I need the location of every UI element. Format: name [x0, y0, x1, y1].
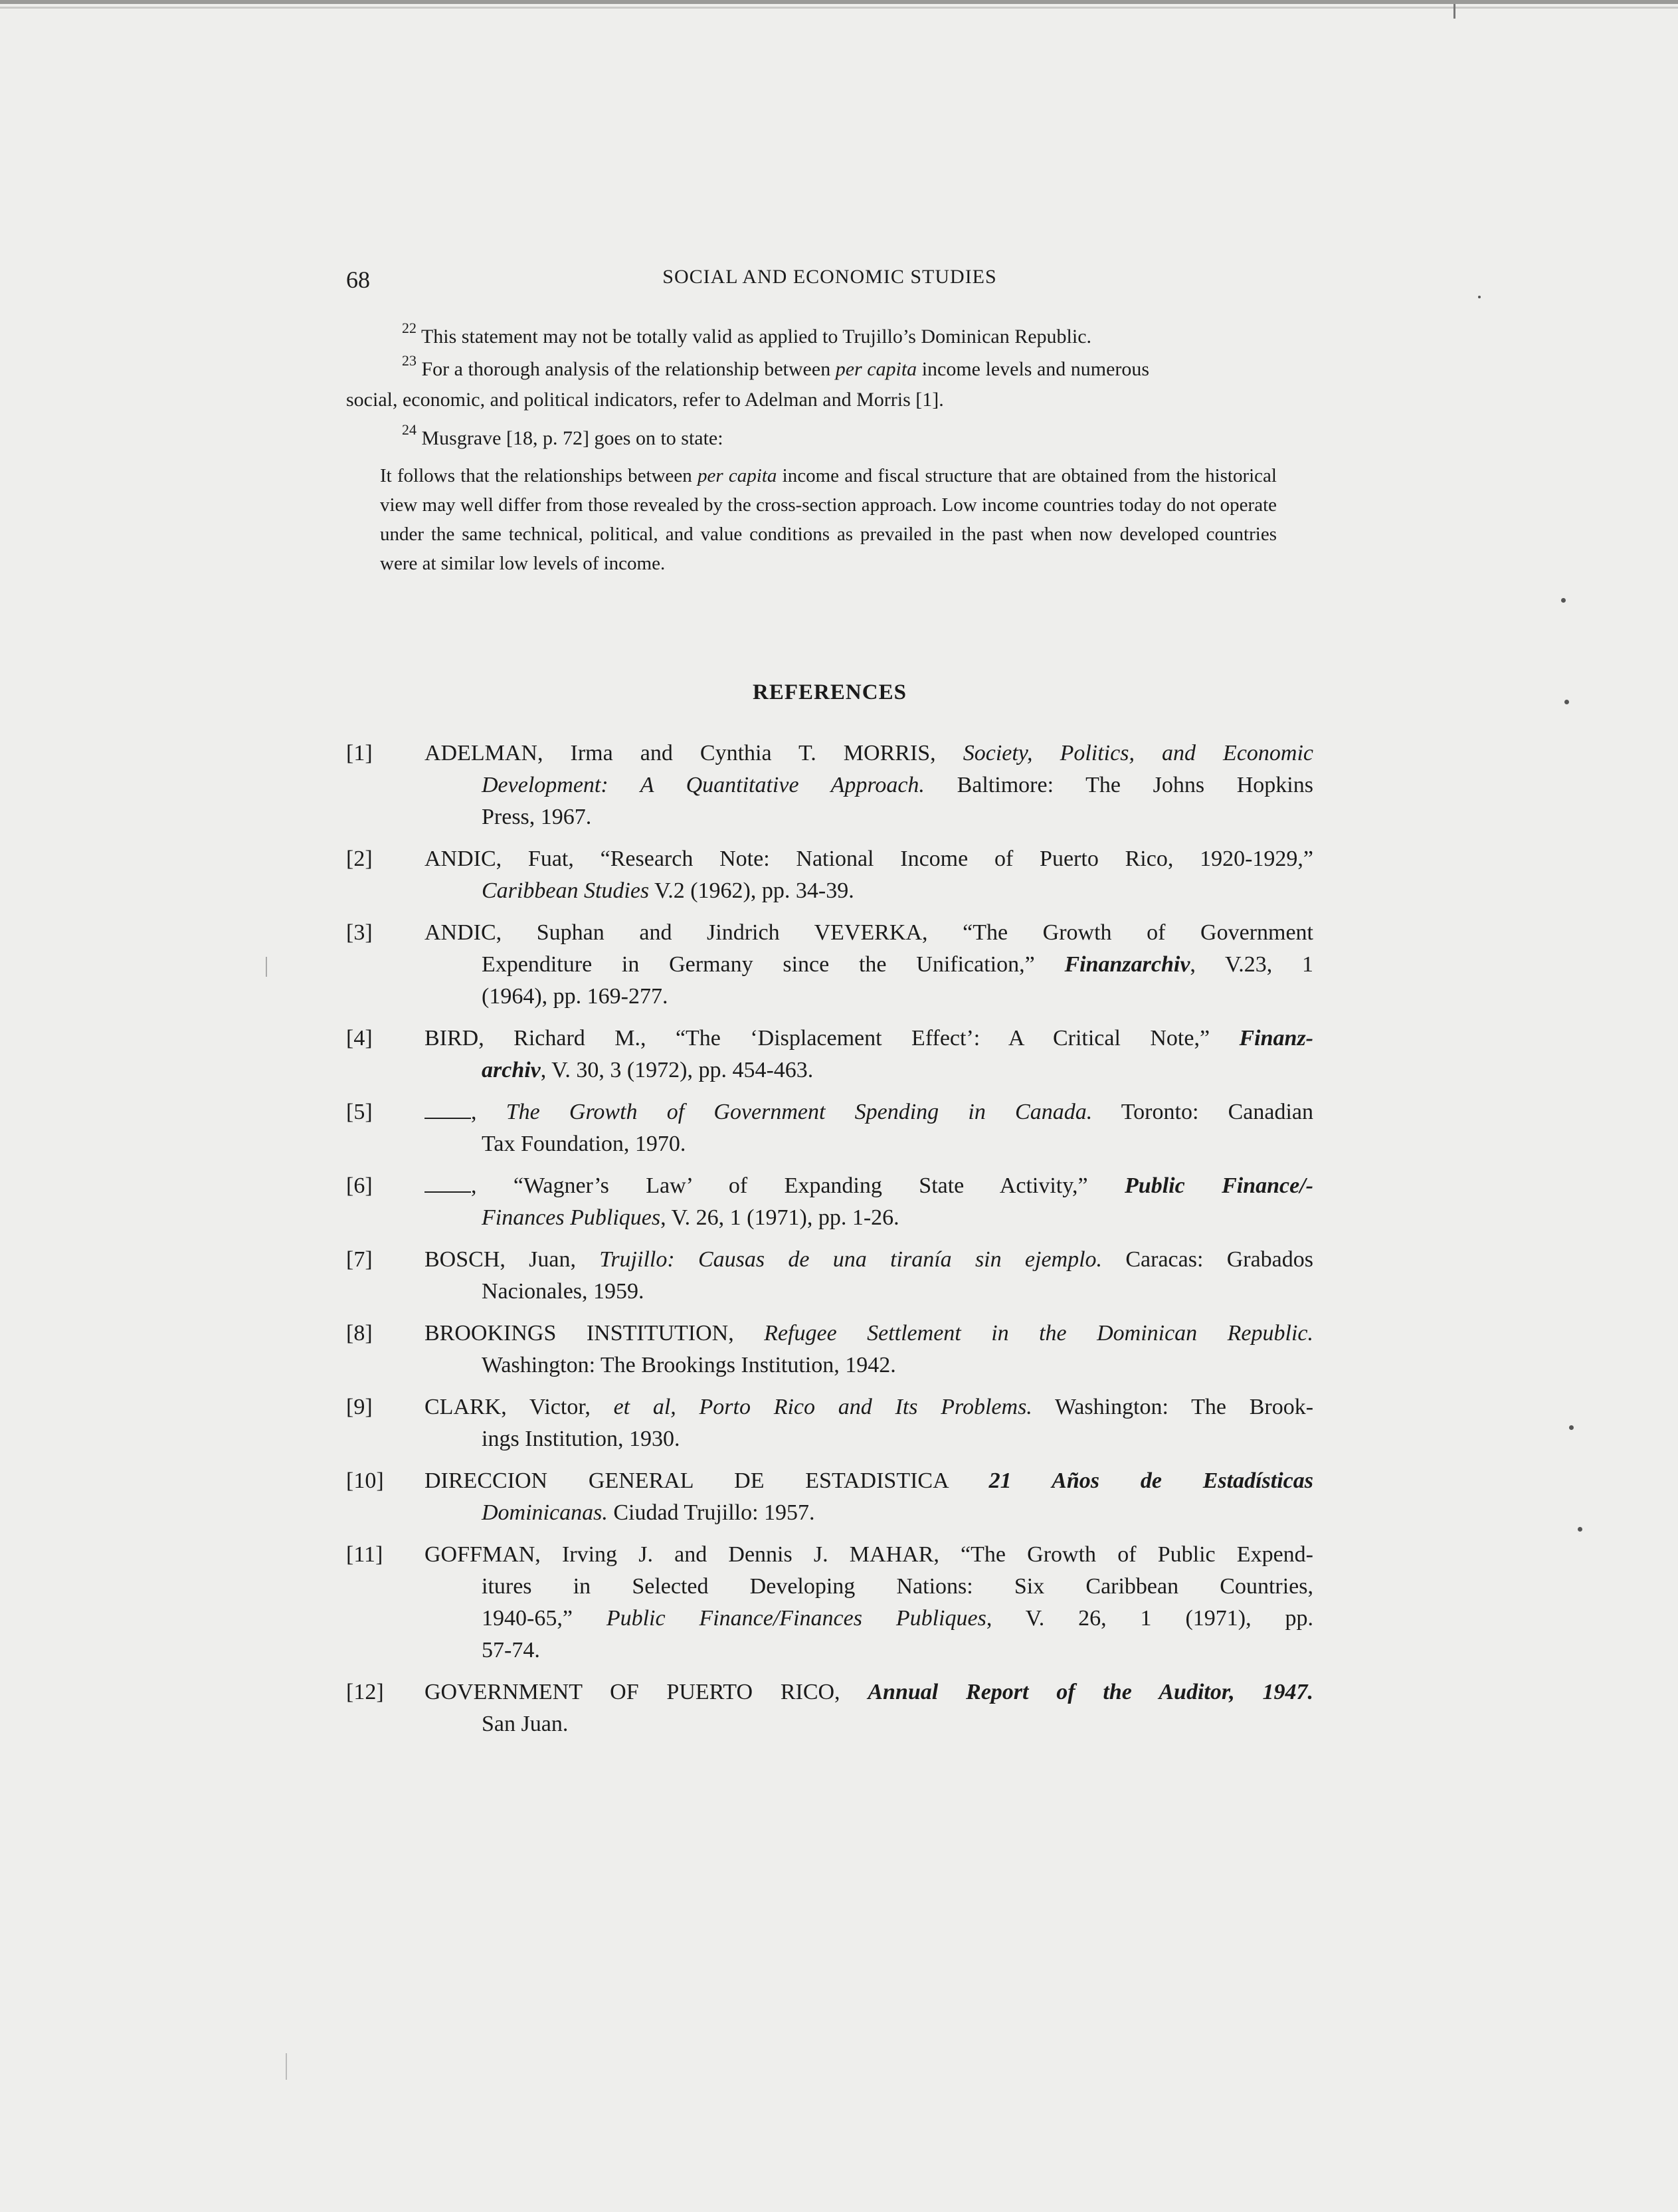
reference-number: [4]: [346, 1026, 373, 1051]
reference-number: [2]: [346, 847, 373, 871]
footnote-text: For a thorough analysis of the relationship between: [421, 358, 836, 380]
reference-item: [7] BOSCH, Juan, Trujillo: Causas de una tiranía sin ejemplo. Caracas: Grabados Nacionales, 1959.: [346, 1244, 1313, 1308]
footnote-italic-text: per capita: [835, 358, 917, 380]
reference-item: [8] BROOKINGS INSTITUTION, Refugee Settlement in the Dominican Republic. Washington: The Brookings Institution, 1942.: [346, 1318, 1313, 1381]
reference-number: [11]: [346, 1542, 383, 1567]
scan-mark: [266, 957, 267, 977]
scan-mark: [286, 2053, 287, 2080]
scan-speck: [1478, 296, 1481, 298]
reference-number: [8]: [346, 1321, 373, 1346]
reference-item: [11] GOFFMAN, Irving J. and Dennis J. MAHAR, “The Growth of Public Expend- itures in Selected Developing Nations: Six Caribbean Countries, 1940-65,” Public Finance/Finances Publiques, V. 26, 1 (1971), pp. 57-74.: [346, 1539, 1313, 1666]
reference-item: [2] ANDIC, Fuat, “Research Note: National Income of Puerto Rico, 1920-1929,” Caribbean Studies V.2 (1962), pp. 34-39.: [346, 843, 1313, 907]
scan-speck: [1561, 598, 1566, 603]
quote-italic-text: per capita: [698, 465, 777, 486]
footnote-text: This statement may not be totally valid as applied to Trujillo’s Dominican Republic.: [420, 326, 1092, 348]
scan-speck: [1578, 1527, 1582, 1532]
reference-number: [3]: [346, 920, 373, 945]
repeated-author-rule: [424, 1098, 471, 1119]
footnote-22: [346, 322, 1369, 352]
block-quote: [380, 461, 1277, 578]
reference-item: [9] CLARK, Victor, et al, Porto Rico and Its Problems. Washington: The Brook- ings Institution, 1930.: [346, 1391, 1313, 1455]
footnote-text: social, economic, and political indicators, refer to Adelman and Morris [1].: [346, 389, 944, 411]
scan-edge-line: [0, 0, 1678, 4]
reference-item: [5] , The Growth of Government Spending in Canada. Toronto: Canadian Tax Foundation, 1970.: [346, 1096, 1313, 1160]
scan-speck: [1569, 1425, 1574, 1430]
quote-text: income and fiscal structure that are obtained from the historical view may well differ from those revealed by the cross-section approach. Low income countries today do not operate under the same technical, political, and value conditions as prevailed in the past when now developed countries were at similar low levels of income.: [380, 465, 1277, 574]
footnote-number: 23: [402, 352, 417, 369]
footnote-23: [346, 354, 1313, 415]
references-heading: REFERENCES: [753, 680, 907, 704]
reference-item: [4] BIRD, Richard M., “The ‘Displacement Effect’: A Critical Note,” Finanz- archiv, V. 30, 3 (1972), pp. 454-463.: [346, 1023, 1313, 1086]
reference-item: [1] ADELMAN, Irma and Cynthia T. MORRIS, Society, Politics, and Economic Development: A Quantitative Approach. Baltimore: The Johns Hopkins Press, 1967.: [346, 738, 1313, 833]
reference-number: [7]: [346, 1247, 373, 1272]
reference-item: [12] GOVERNMENT OF PUERTO RICO, Annual Report of the Auditor, 1947. San Juan.: [346, 1676, 1313, 1740]
reference-number: [12]: [346, 1680, 384, 1704]
reference-number: [5]: [346, 1100, 373, 1124]
footnote-number: 24: [402, 421, 417, 438]
running-head: SOCIAL AND ECONOMIC STUDIES: [662, 266, 997, 288]
footnote-text: income levels and numerous: [917, 358, 1150, 380]
footnote-24: [346, 423, 1369, 454]
reference-item: [10] DIRECCION GENERAL DE ESTADISTICA 21 Años de Estadísticas Dominicanas. Ciudad Trujillo: 1957.: [346, 1465, 1313, 1529]
reference-list: [346, 738, 1313, 1750]
reference-number: [6]: [346, 1173, 373, 1198]
reference-item: [3] ANDIC, Suphan and Jindrich VEVERKA, “The Growth of Government Expenditure in Germany since the Unification,” Finanzarchiv, V.23, 1 (1964), pp. 169-277.: [346, 917, 1313, 1013]
reference-number: [1]: [346, 741, 373, 765]
page-number: 68: [346, 266, 370, 293]
scan-edge-line-secondary: [0, 7, 1678, 9]
page-header: [346, 266, 1313, 299]
quote-text: It follows that the relationships between: [380, 465, 698, 486]
reference-item: [6] , “Wagner’s Law’ of Expanding State Activity,” Public Finance/- Finances Publiques, V. 26, 1 (1971), pp. 1-26.: [346, 1170, 1313, 1234]
crop-mark: [1453, 4, 1455, 19]
repeated-author-rule: [424, 1171, 471, 1193]
footnote-text: Musgrave [18, p. 72] goes on to state:: [421, 427, 723, 449]
reference-number: [10]: [346, 1468, 384, 1493]
scan-speck: [1564, 700, 1569, 704]
reference-number: [9]: [346, 1395, 373, 1419]
footnote-number: 22: [402, 320, 417, 336]
